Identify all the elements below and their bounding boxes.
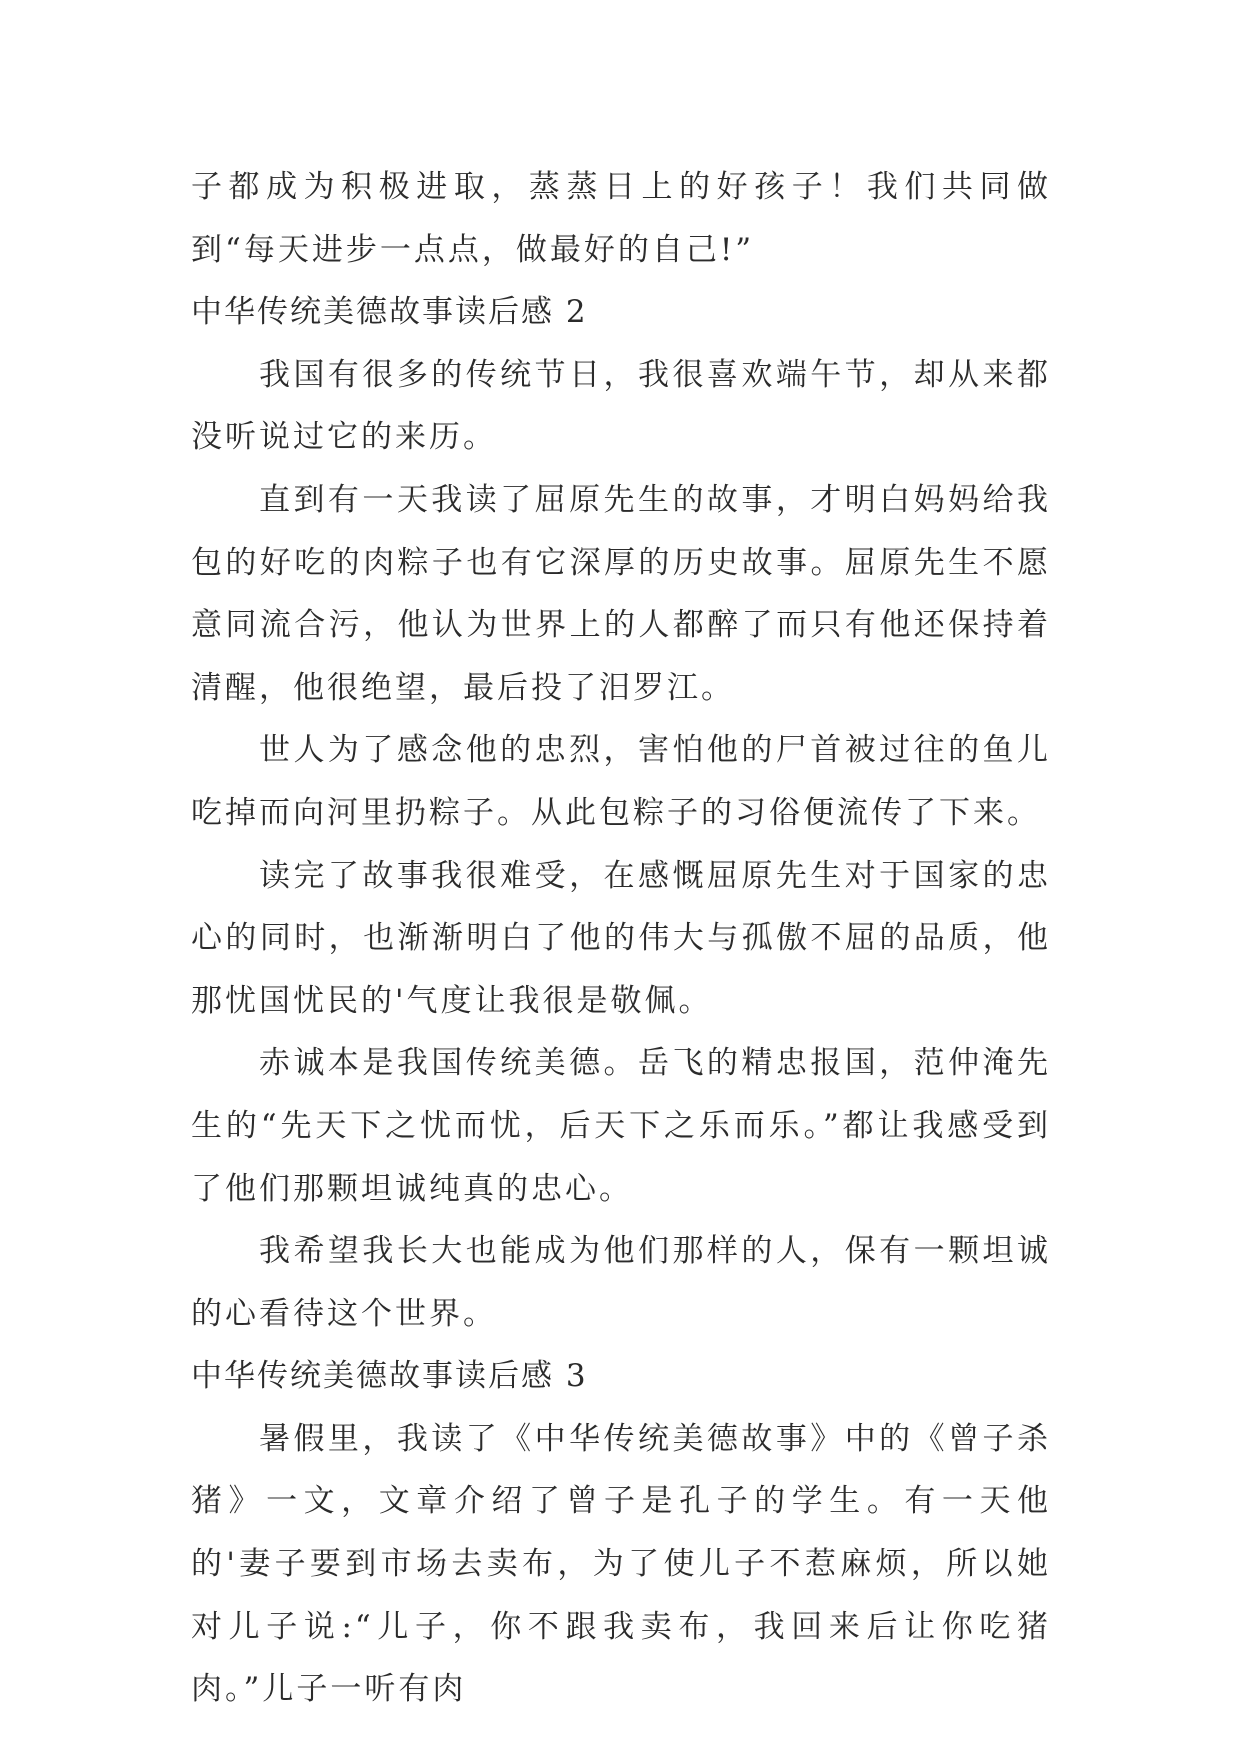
- paragraph: 直到有一天我读了屈原先生的故事，才明白妈妈给我包的好吃的肉粽子也有它深厚的历史故事。屈原先生不愿意同流合污，他认为世界上的人都醉了而只有他还保持着清醒，他很绝望，最后投了汨罗江。: [191, 481, 1051, 706]
- paragraph-continued: 子都成为积极进取，蒸蒸日上的好孩子！我们共同做到“每天进步一点点，做最好的自己!”: [191, 169, 1051, 268]
- paragraph: 赤诚本是我国传统美德。岳飞的精忠报国，范仲淹先生的“先天下之忧而忧，后天下之乐而乐。”都让我感受到了他们那颗坦诚纯真的忠心。: [191, 1045, 1051, 1207]
- paragraph: 读完了故事我很难受，在感慨屈原先生对于国家的忠心的同时，也渐渐明白了他的伟大与孤傲不屈的品质，他那忧国忧民的'气度让我很是敬佩。: [191, 857, 1051, 1019]
- paragraph: 世人为了感念他的忠烈，害怕他的尸首被过往的鱼儿吃掉而向河里扔粽子。从此包粽子的习俗便流传了下来。: [191, 732, 1051, 831]
- paragraph: 我国有很多的传统节日，我很喜欢端午节，却从来都没听说过它的来历。: [191, 356, 1051, 456]
- paragraph: 我希望我长大也能成为他们那样的人，保有一颗坦诚的心看待这个世界。: [191, 1233, 1051, 1332]
- section-heading: 中华传统美德故事读后感 3: [191, 1358, 588, 1395]
- section-heading: 中华传统美德故事读后感 2: [191, 294, 588, 331]
- document-body: [191, 156, 1051, 1721]
- paragraph: 暑假里，我读了《中华传统美德故事》中的《曾子杀猪》一文，文章介绍了曾子是孔子的学生。有一天他的'妻子要到市场去卖布，为了使儿子不惹麻烦，所以她对儿子说:“儿子，你不跟我卖布，我回来后让你吃猪肉。”儿子一听有肉: [191, 1420, 1051, 1708]
